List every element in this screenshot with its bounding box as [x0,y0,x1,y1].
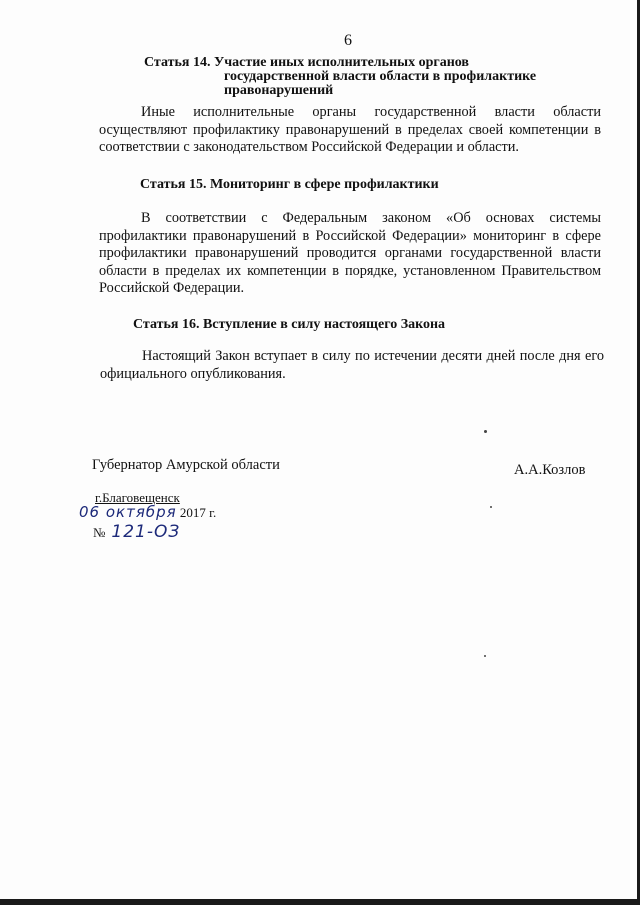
stamp-number [93,522,180,542]
governor-name: А.А.Козлов [514,462,586,478]
article-14-heading [144,56,536,98]
article-15-text-block [99,210,601,298]
page-number: 6 [344,32,352,49]
scan-speck [490,506,492,508]
stamp-year: 2017 г. [179,505,217,520]
scan-speck [484,655,486,657]
stamp-date [79,503,216,521]
scan-edge-bottom [0,899,640,905]
article-14-title-line1: Статья 14. Участие иных исполнительных органов [144,55,469,70]
article-16-text-block [100,348,604,383]
article-14-title-line3: правонарушений [224,83,334,98]
scan-speck [484,430,487,433]
stamp-city: г.Благовещенск [95,490,180,505]
article-14-text: Иные исполнительные органы государственной власти области осуществляют профилактику правонарушений в пределах своей компетенции в соответствии с законодательством Российской Федерации и области. [99,104,601,155]
article-16-text: Настоящий Закон вступает в силу по истечении десяти дней после дня его официального опубликования. [100,348,604,382]
article-15-heading: Статья 15. Мониторинг в сфере профилактики [140,177,439,192]
governor-title: Губернатор Амурской области [92,457,280,473]
article-14-text-block [99,104,601,157]
article-15-text: В соответствии с Федеральным законом «Об основах системы профилактики правонарушений в Российской Федерации» мониторинг в сфере профилактики правонарушений проводится органами государственной власти области в пределах их компетенции в порядке, установленном Правительством Российской Федерации. [99,210,601,296]
article-16-heading: Статья 16. Вступление в силу настоящего Закона [133,317,446,332]
handwritten-date: 06 октября [79,503,177,521]
number-prefix: № [93,525,106,540]
handwritten-number: 121-ОЗ [111,522,181,542]
article-14-title-line2: государственной власти области в профилактике [224,69,537,84]
